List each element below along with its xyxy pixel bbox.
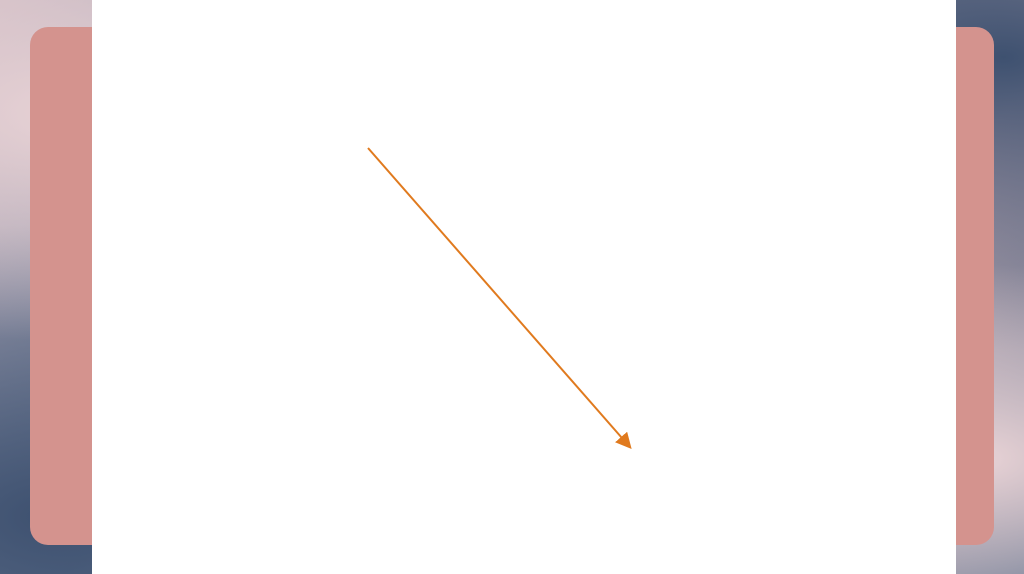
diagonal-arrow [92,0,956,574]
periodic-table-sheet [92,0,956,574]
